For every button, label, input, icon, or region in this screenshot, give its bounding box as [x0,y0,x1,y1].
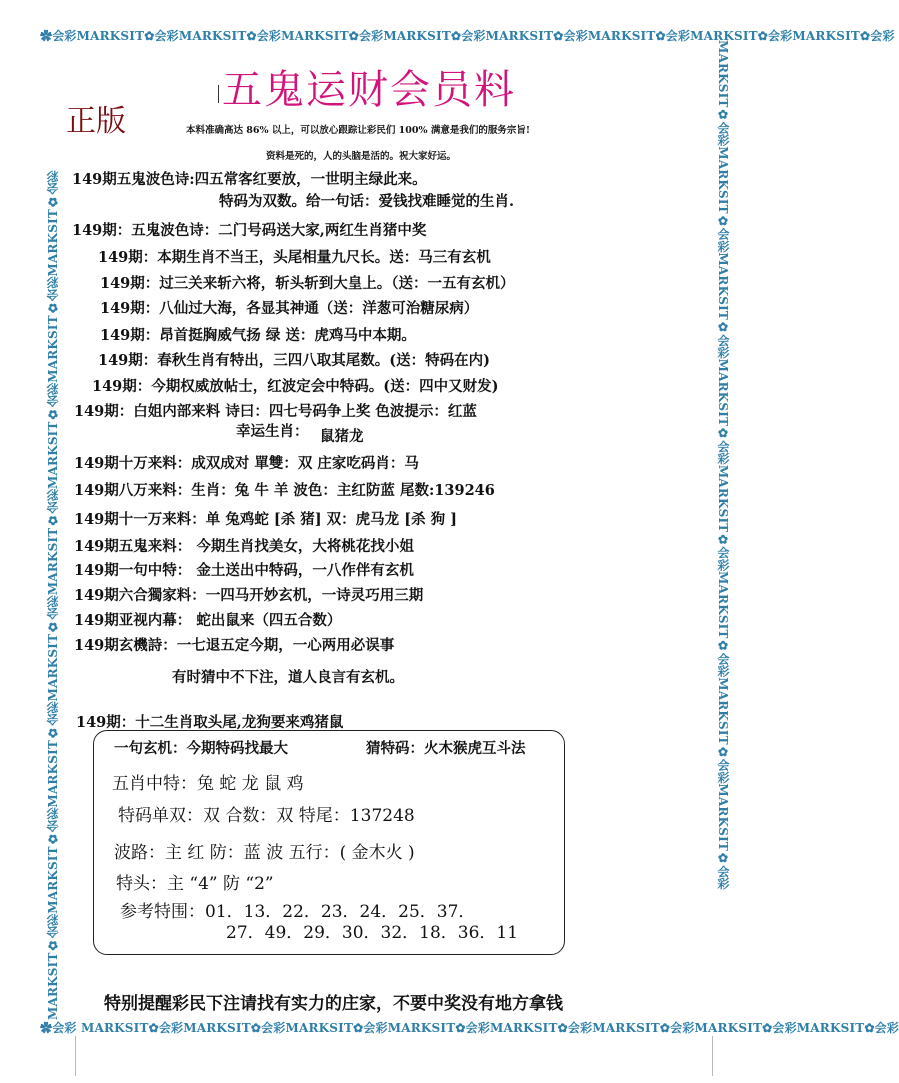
line-eight-immortals: 149期：八仙过大海，各显其神通（送：洋葱可治糖尿病） [100,300,479,317]
box-five-zodiac: 五肖中特：兔 蛇 龙 鼠 鸡 [112,774,304,794]
line-80k-source: 149期八万来料：生肖：兔 牛 羊 波色：主红防蓝 尾数:139246 [74,482,495,499]
line-head-high: 149期：昂首挺胸威气扬 绿 送：虎鸡马中本期。 [100,327,416,344]
watermark-top: ✿会彩MARKSIT✿会彩MARKSIT✿会彩MARKSIT✿会彩MARKSIT✿会彩MARKSIT✿会彩MARKSIT✿会彩MARKSIT✿会彩MARKSIT✿会彩 [40,29,895,43]
line-baijie-source: 149期：白姐内部来料 诗曰：四七号码争上奖 色波提示：红蓝 [74,403,477,420]
footer-reminder: 特别提醒彩民下注请找有实力的庄家，不要中奖没有地方拿钱 [104,994,563,1014]
line-wugui-poem: 149期五鬼波色诗:四五常客红要放，一世明主绿此来。 [72,171,427,188]
line-mystery-poem: 149期玄機詩：一七退五定今期，一心两用必误事 [74,637,395,654]
watermark-bottom: ✿会彩 MARKSIT✿会彩MARKSIT✿会彩MARKSIT✿会彩MARKSIT✿会彩MARKSIT✿会彩MARKSIT✿会彩MARKSIT✿会彩MARKSIT✿会彩 [40,1021,899,1035]
line-100k-source: 149期十万来料：成双成对 單雙：双 庄家吃码肖：马 [74,455,419,472]
line-lucky-zodiac-value: 鼠猪龙 [320,428,364,445]
line-atv-inside: 149期亚视内幕： 蛇出鼠来（四五合数） [74,612,342,629]
line-wugui-source: 149期五鬼来料： 今期生肖找美女，大将桃花找小姐 [74,538,414,555]
watermark-left: MARKSIT✿会彩MARKSIT✿会彩MARKSIT✿会彩MARKSIT✿会彩MARKSIT✿会彩MARKSIT✿会彩MARKSIT✿会彩MARKSIT✿会彩 [46,170,60,1020]
box-ref-range-1: 参考特围：01．13．22．23．24．25．37． [120,902,476,922]
line-110k-source: 149期十一万来料：单 兔鸡蛇 [杀 猪] 双：虎马龙 [杀 狗 ] [74,511,458,528]
line-twelve-zodiac: 149期：十二生肖取头尾,龙狗要来鸡猪鼠 [76,714,344,731]
frame-line-left [75,1036,76,1076]
line-authority-tip: 149期：今期权威放帖士，红波定会中特码。(送：四中又财发) [92,378,499,395]
box-one-sentence: 一句玄机：今期特码找最大 [114,740,288,757]
box-odd-even: 特码单双：双 合数：双 特尾：137248 [118,806,415,826]
page-title: 五鬼运财会员料 [222,67,516,113]
box-guess-special: 猜特码：火木猴虎互斗法 [366,740,526,757]
genuine-badge: 正版 [66,104,126,139]
line-mystery-poem-2: 有时猜中不下注，道人良言有玄机。 [172,669,404,686]
line-zodiac-king: 149期：本期生肖不当王，头尾相量九尺长。送：马三有玄机 [98,249,491,266]
frame-line-right [712,1036,713,1076]
slogan-accuracy: 本料准确高达 86% 以上，可以放心跟踪让彩民们 100% 满意是我们的服务宗旨! [186,125,531,136]
line-spring-autumn: 149期：春秋生肖有特出，三四八取其尾数。(送：特码在内) [98,352,490,369]
watermark-right: MARKSIT✿会彩MARKSIT✿会彩MARKSIT✿会彩MARKSIT✿会彩MARKSIT✿会彩MARKSIT✿会彩MARKSIT✿会彩MARKSIT✿会彩 [716,40,730,890]
line-three-gates: 149期：过三关来斩六将，斩头斩到大皇上。（送：一五有玄机） [100,275,515,292]
line-color-poem: 149期：五鬼波色诗：二门号码送大家,两红生肖猪中奖 [72,222,427,239]
line-one-sentence: 149期一句中特： 金土送出中特码，一八作伴有玄机 [74,562,414,579]
line-liuhe-exclusive: 149期六合獨家料：一四马开妙玄机，一诗灵巧用三期 [74,587,424,604]
box-ref-range-2: 27．49．29．30．32．18．36．11 [226,923,519,943]
line-lucky-zodiac-label: 幸运生肖： [236,423,309,440]
slogan-luck: 资料是死的，人的头脑是活的。祝大家好运。 [266,151,457,162]
box-wave-path: 波路：主 红 防：蓝 波 五行：( 金木火 ) [114,843,415,863]
line-wugui-hint: 特码为双数。给一句话：爱钱找难睡觉的生肖. [219,193,515,210]
box-special-head: 特头：主 “4” 防 “2” [116,874,274,894]
title-cursor-mark [218,85,219,103]
